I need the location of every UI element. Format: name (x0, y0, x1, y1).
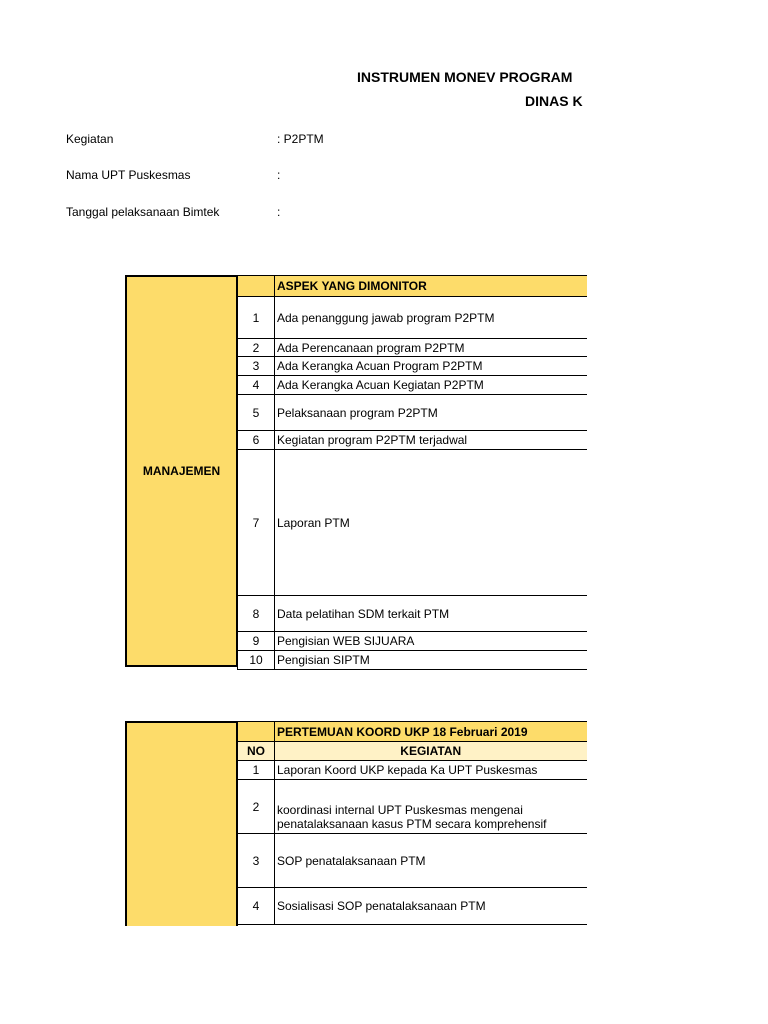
row-number: 2 (238, 339, 275, 357)
section2-table (237, 721, 587, 925)
section1-side-label-text: MANAJEMEN (142, 464, 221, 478)
table-row (238, 596, 587, 632)
row-number: 4 (238, 888, 275, 925)
row-number: 5 (238, 395, 275, 431)
section2-subheader-no: NO (238, 742, 275, 761)
row-text: Laporan Koord UKP kepada Ka UPT Puskesmas (275, 761, 587, 780)
section2-subheader-kegiatan: KEGIATAN (275, 742, 587, 761)
table-row (238, 431, 587, 450)
row-text: Kegiatan program P2PTM terjadwal (275, 431, 587, 450)
row-number: 9 (238, 632, 275, 651)
table-row (238, 780, 587, 834)
section1-table (237, 275, 587, 670)
row-text: Pelaksanaan program P2PTM (275, 395, 587, 431)
meta-label-kegiatan: Kegiatan (66, 132, 114, 146)
section1-header-row (238, 276, 587, 297)
meta-value-tanggal: : (277, 205, 281, 219)
table-row (238, 395, 587, 431)
row-number: 1 (238, 297, 275, 339)
row-number: 8 (238, 596, 275, 632)
section1-header-no (238, 276, 275, 297)
table-row (238, 834, 587, 888)
meta-value-upt: : (277, 168, 281, 182)
table-row (238, 888, 587, 925)
row-text-line-1: koordinasi internal UPT Puskesmas mengenai (277, 803, 523, 817)
section2-side-label (125, 721, 238, 926)
table-row (238, 632, 587, 651)
table-row (238, 376, 587, 395)
row-number: 3 (238, 357, 275, 376)
section2-header: PERTEMUAN KOORD UKP 18 Februari 2019 (275, 722, 587, 742)
section1-side-label (125, 275, 238, 667)
row-number: 3 (238, 834, 275, 888)
row-number: 6 (238, 431, 275, 450)
section2-header-no (238, 722, 275, 742)
table-row (238, 339, 587, 357)
row-number: 7 (238, 450, 275, 596)
row-number: 4 (238, 376, 275, 395)
meta-label-tanggal: Tanggal pelaksanaan Bimtek (66, 205, 220, 219)
meta-value-kegiatan: : P2PTM (277, 132, 324, 146)
section1-header: ASPEK YANG DIMONITOR (275, 276, 587, 297)
row-text (275, 780, 587, 834)
table-row (238, 761, 587, 780)
table-row (238, 450, 587, 596)
row-number: 10 (238, 651, 275, 670)
row-text: Ada Kerangka Acuan Kegiatan P2PTM (275, 376, 587, 395)
row-text: Pengisian SIPTM (275, 651, 587, 670)
row-text: Ada Perencanaan program P2PTM (275, 339, 587, 357)
row-text: Pengisian WEB SIJUARA (275, 632, 587, 651)
row-text: Data pelatihan SDM terkait PTM (275, 596, 587, 632)
section2-header-row (238, 722, 587, 742)
document-subtitle: DINAS K (525, 93, 583, 109)
meta-label-upt: Nama UPT Puskesmas (66, 168, 191, 182)
table-row (238, 297, 587, 339)
row-text-line-2: penatalaksanaan kasus PTM secara komprehensif (277, 817, 547, 831)
row-number: 1 (238, 761, 275, 780)
section2-subheader-row (238, 742, 587, 761)
row-text: Ada Kerangka Acuan Program P2PTM (275, 357, 587, 376)
row-text: Sosialisasi SOP penatalaksanaan PTM (275, 888, 587, 925)
document-title: INSTRUMEN MONEV PROGRAM (357, 69, 573, 85)
row-text: SOP penatalaksanaan PTM (275, 834, 587, 888)
row-number: 2 (238, 780, 275, 834)
table-row (238, 357, 587, 376)
row-text: Laporan PTM (275, 450, 587, 596)
table-row (238, 651, 587, 670)
row-text: Ada penanggung jawab program P2PTM (275, 297, 587, 339)
